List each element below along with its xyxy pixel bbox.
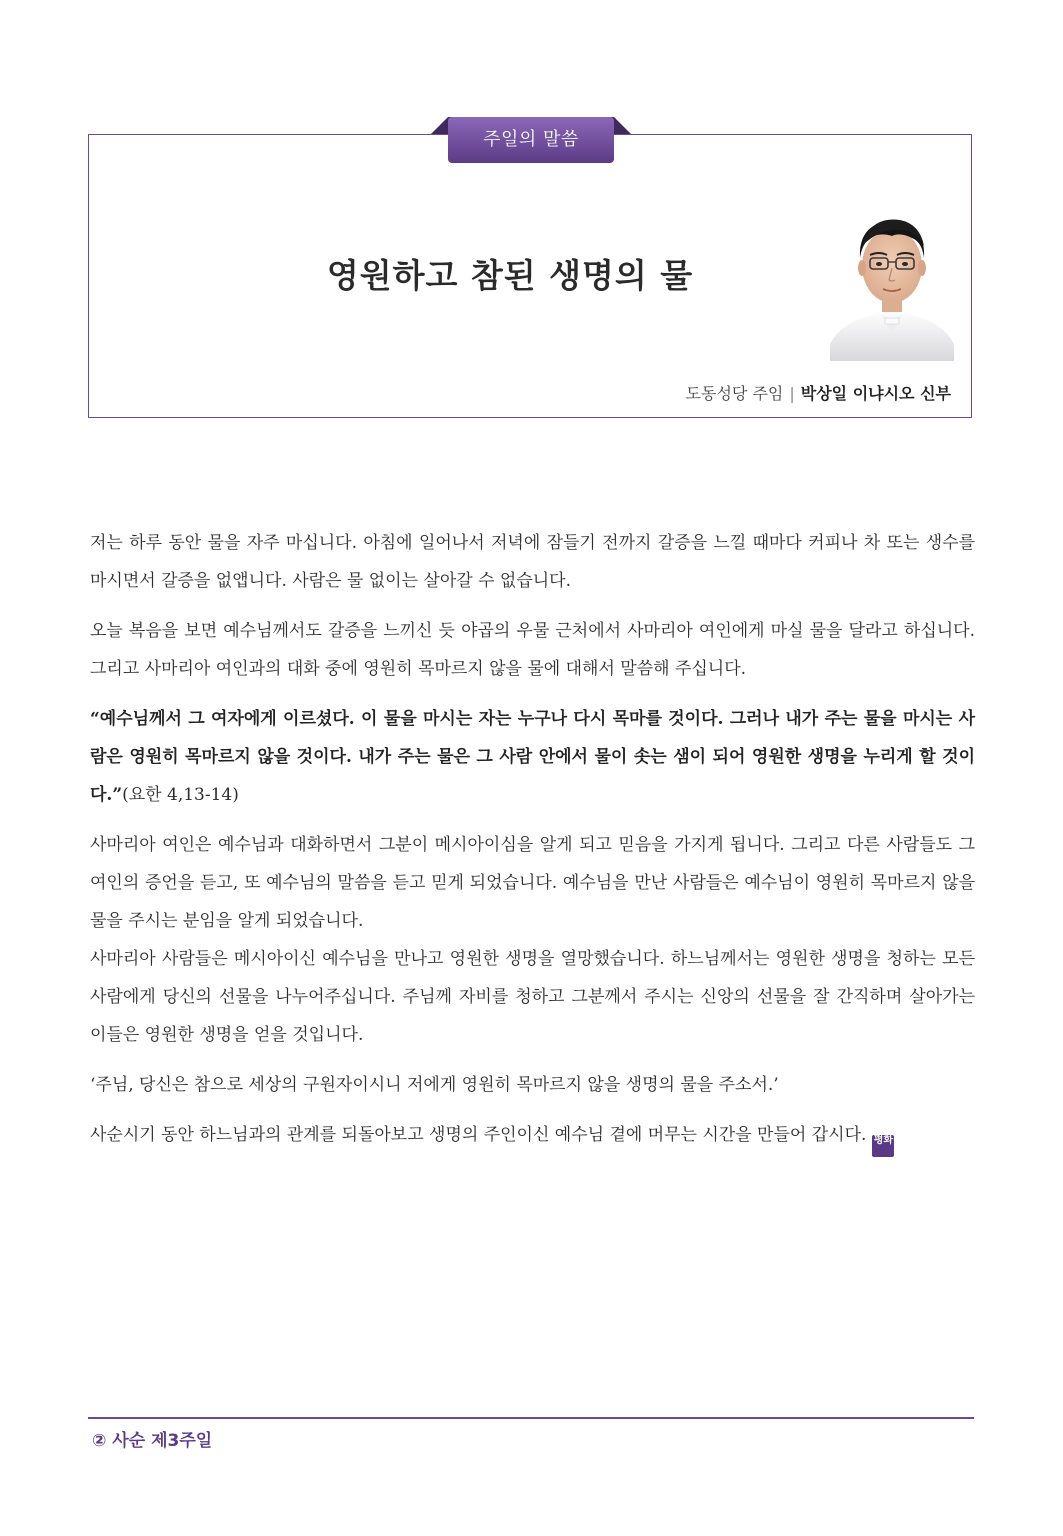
paragraph-2: 오늘 복음을 보면 예수님께서도 갈증을 느끼신 듯 야곱의 우물 근처에서 사마리아 여인에게 마실 물을 달라고 하십니다. 그리고 사마리아 여인과의 대화 중에 영원히 목마르지 않을 물에 대해서 말씀해 주십니다. xyxy=(90,621,975,679)
byline-role: 도동성당 주임 xyxy=(685,384,784,403)
paragraph-4: 사마리아 사람들은 메시아이신 예수님을 만나고 영원한 생명을 열망했습니다. 하느님께서는 영원한 생명을 청하는 모든 사람에게 당신의 선물을 나누어주십니다. 주님께 자비를 청하고 그분께서 주시는 신앙의 선물을 잘 간직하며 살아가는 이들은 영원한 생명을 얻을 것입니다. xyxy=(90,949,975,1045)
paragraph-1: 저는 하루 동안 물을 자주 마십니다. 아침에 일어나서 저녁에 잠들기 전까지 갈증을 느낄 때마다 커피나 차 또는 생수를 마시면서 갈증을 없앱니다. 사람은 물 없이는 살아갈 수 없습니다. xyxy=(90,533,975,591)
scripture-quote-text: “예수님께서 그 여자에게 이르셨다. 이 물을 마시는 자는 누구나 다시 목마를 것이다. 그러나 내가 주는 물을 마시는 사람은 영원히 목마르지 않을 것이다. 내가 주는 물은 그 사람 안에서 물이 솟는 샘이 되어 영원한 생명을 누리게 할 것이다.” xyxy=(90,709,975,805)
section-tab xyxy=(431,117,631,163)
footer-divider xyxy=(88,1417,974,1419)
author-portrait xyxy=(830,206,954,361)
paragraph-3: 사마리아 여인은 예수님과 대화하면서 그분이 메시아이심을 알게 되고 믿음을 가지게 됩니다. 그리고 다른 사람들도 그 여인의 증언을 듣고, 또 예수님의 말씀을 듣고 믿게 되었습니다. 예수님을 만난 사람들은 예수님이 영원히 목마르지 않을 물을 주시는 분임을 알게 되었습니다. xyxy=(90,835,975,931)
end-mark-icon: 평화 xyxy=(872,1135,894,1157)
prayer-line: ‘주님, 당신은 참으로 세상의 구원자이시니 저에게 영원히 목마르지 않을 생명의 물을 주소서.’ xyxy=(90,1075,779,1095)
closing-paragraph xyxy=(90,1116,975,1157)
scripture-reference: (요한 4,13-14) xyxy=(122,785,239,805)
scripture-quote xyxy=(90,700,975,814)
byline-separator: | xyxy=(789,384,795,403)
page-footer-label: ② 사순 제3주일 xyxy=(92,1431,213,1451)
closing-text: 사순시기 동안 하느님과의 관계를 되돌아보고 생명의 주인이신 예수님 곁에 머무는 시간을 만들어 갑시다. xyxy=(90,1125,867,1145)
byline xyxy=(686,381,951,404)
page-title: 영원하고 참된 생명의 물 xyxy=(326,256,694,295)
byline-author-name: 박상일 이냐시오 신부 xyxy=(800,384,951,403)
section-tab-label: 주일의 말씀 xyxy=(483,129,579,150)
article-body xyxy=(90,524,975,1169)
